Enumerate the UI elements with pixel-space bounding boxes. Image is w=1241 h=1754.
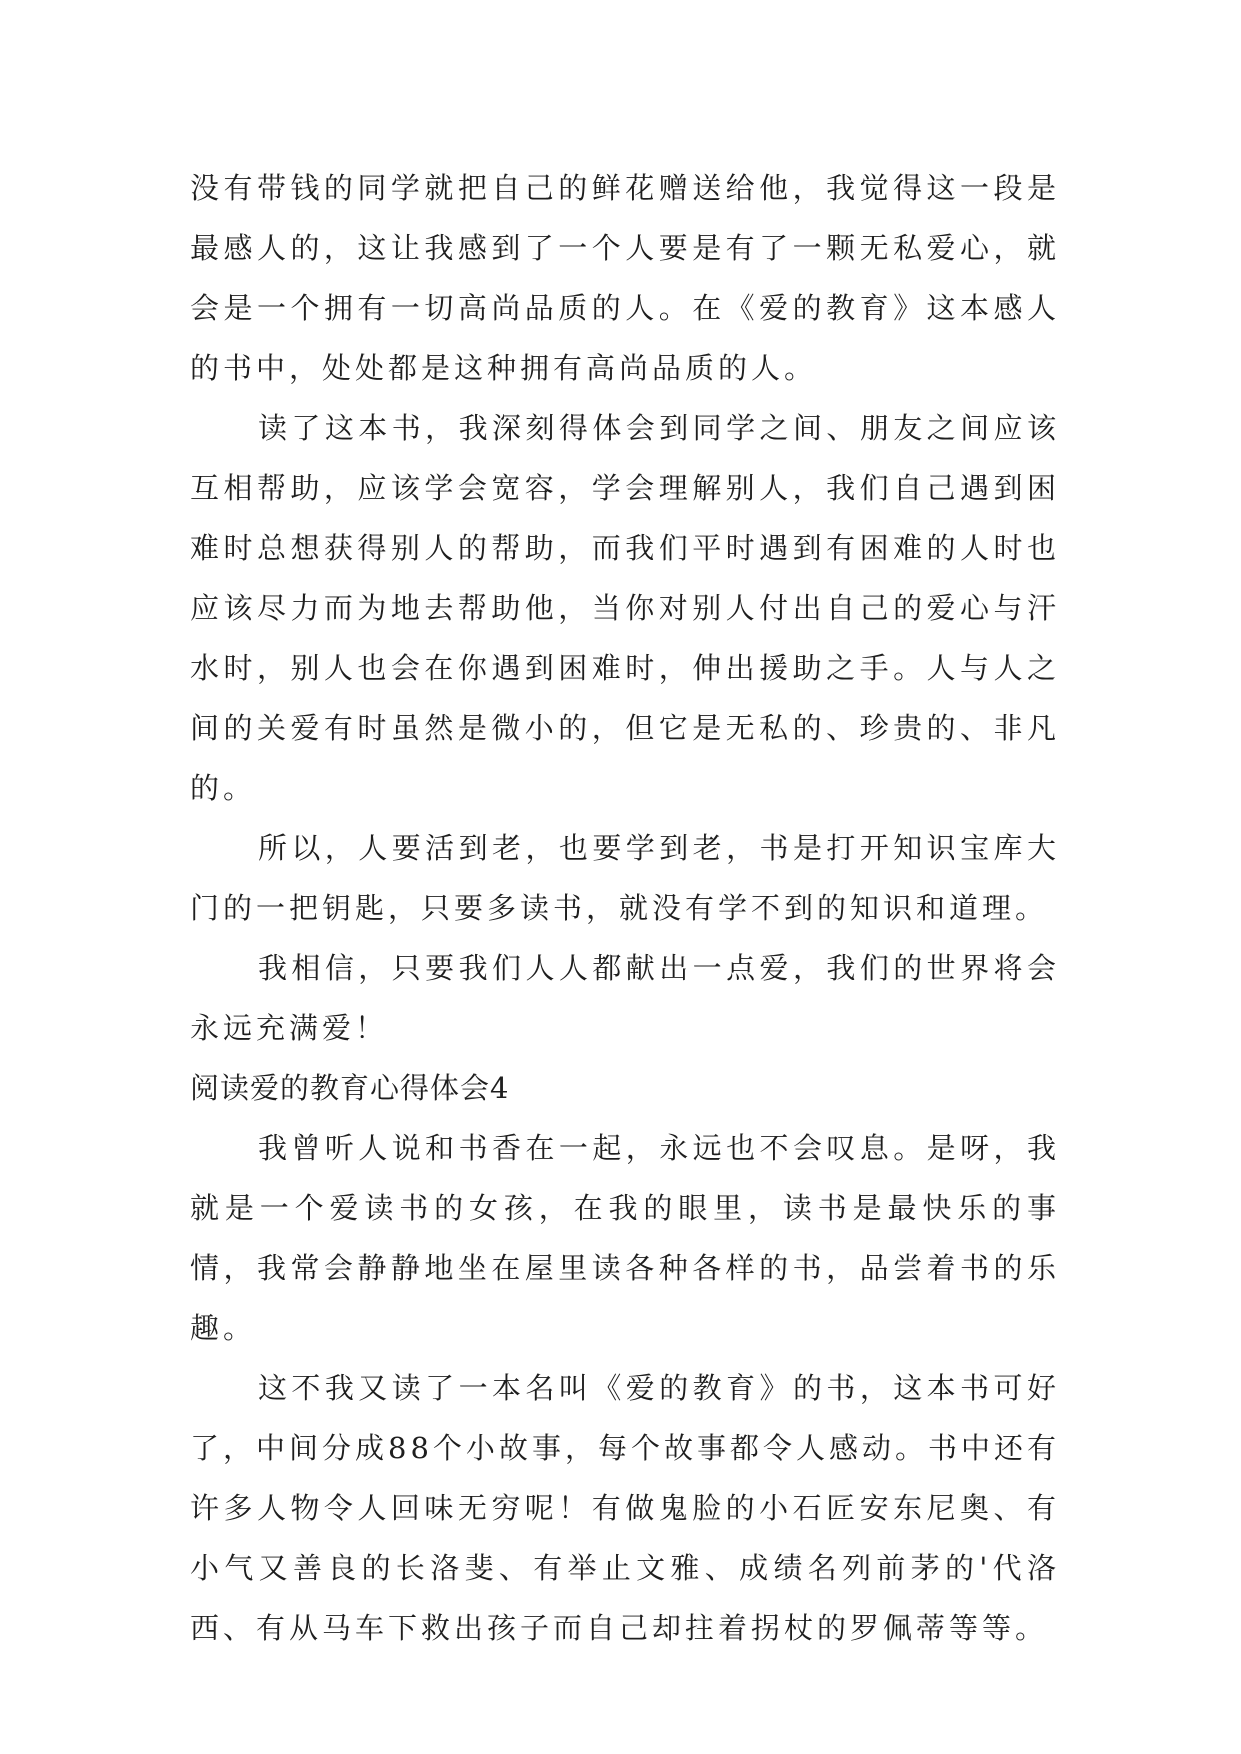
paragraph-6: 这不我又读了一本名叫《爱的教育》的书，这本书可好了，中间分成88个小故事，每个故事都令人感动。书中还有许多人物令人回味无穷呢！有做鬼脸的小石匠安东尼奥、有小气又善良的长洛斐、有举止文雅、成绩名列前茅的'代洛西、有从马车下救出孩子而自己却拄着拐杖的罗佩蒂等等。 <box>190 1371 1060 1645</box>
paragraph-3: 所以，人要活到老，也要学到老，书是打开知识宝库大门的一把钥匙，只要多读书，就没有学不到的知识和道理。 <box>190 831 1060 925</box>
section-heading: 阅读爱的教育心得体会4 <box>190 1071 510 1105</box>
paragraph-5: 我曾听人说和书香在一起，永远也不会叹息。是呀，我就是一个爱读书的女孩，在我的眼里，读书是最快乐的事情，我常会静静地坐在屋里读各种各样的书，品尝着书的乐趣。 <box>190 1131 1060 1345</box>
paragraph-4: 我相信，只要我们人人都献出一点爱，我们的世界将会永远充满爱！ <box>190 951 1060 1045</box>
paragraph-2: 读了这本书，我深刻得体会到同学之间、朋友之间应该互相帮助，应该学会宽容，学会理解别人，我们自己遇到困难时总想获得别人的帮助，而我们平时遇到有困难的人时也应该尽力而为地去帮助他，当你对别人付出自己的爱心与汗水时，别人也会在你遇到困难时，伸出援助之手。人与人之间的关爱有时虽然是微小的，但它是无私的、珍贵的、非凡的。 <box>190 411 1060 805</box>
paragraph-1: 没有带钱的同学就把自己的鲜花赠送给他，我觉得这一段是最感人的，这让我感到了一个人要是有了一颗无私爱心，就会是一个拥有一切高尚品质的人。在《爱的教育》这本感人的书中，处处都是这种拥有高尚品质的人。 <box>190 171 1060 385</box>
document-body <box>190 158 1060 1658</box>
